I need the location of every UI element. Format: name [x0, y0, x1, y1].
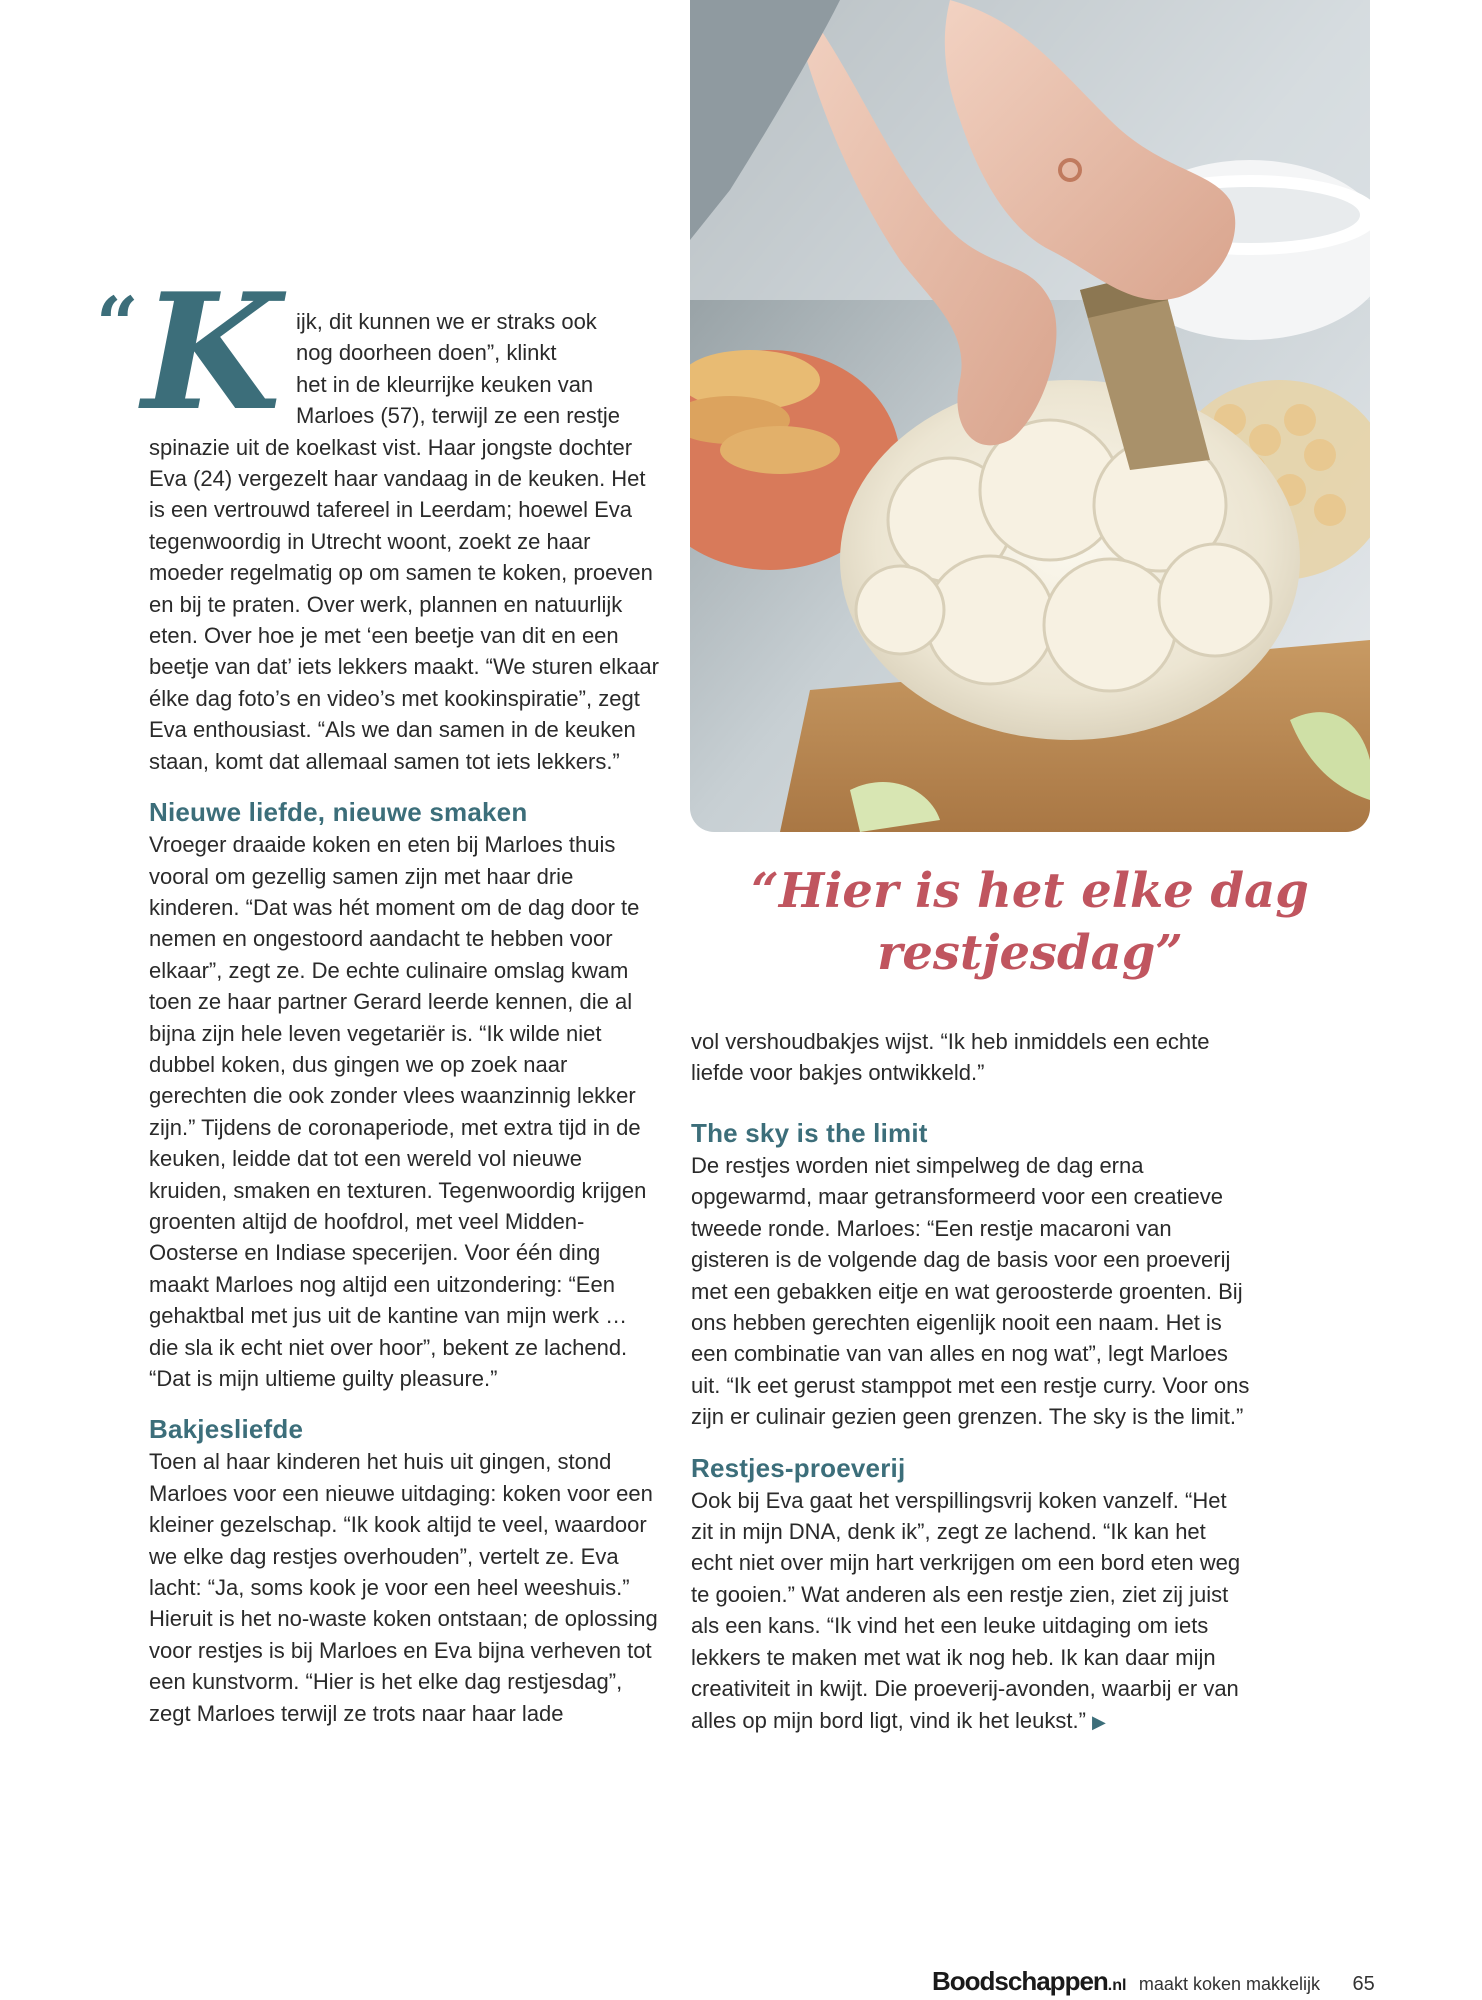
article-column-right [691, 1116, 1251, 1738]
dropcap-letter: K [142, 258, 282, 446]
pull-quote [690, 860, 1370, 984]
section-body-restjes-proeverij [691, 1485, 1251, 1738]
article-continuation [691, 1026, 1231, 1089]
cauliflower-photo [690, 0, 1370, 832]
intro-line: ijk, dit kunnen we er straks ook [296, 309, 597, 334]
dropcap-quote-mark: “ [96, 282, 139, 368]
pull-quote-line-2: restjesdag” [877, 925, 1183, 981]
intro-line: Marloes (57), terwijl ze een restje [296, 403, 621, 429]
section-heading-bakjesliefde: Bakjesliefde [149, 1414, 304, 1445]
intro-line: nog doorheen doen”, klinkt [296, 340, 557, 366]
section-body-text: Ook bij Eva gaat het verspillingsvrij koken vanzelf. “Het zit in mijn DNA, denk ik”, zegt ze lachend. “Ik kan het echt niet over mijn hart verkrijgen om een bord eten weg te gooien.” Wat anderen als een restje zien, ziet zij juist als een kans. “Ik vind het een leuke uitdaging om iets lekkers te maken met wat ik nog heb. Ik kan daar mijn creativiteit in kwijt. Die proeverij-avonden, waarbij er van alles op mijn bord ligt, vind ik het leukst.” [691, 1487, 1241, 1733]
intro-paragraph: spinazie uit de koelkast vist. Haar jongste dochter Eva (24) vergezelt haar vandaag in de keuken. Het is een vertrouwd tafereel in Leerdam; hoewel Eva tegenwoordig in Utrecht woont, zoekt ze haar moeder regelmatig op om samen te koken, proeven en bij te praten. Over werk, plannen en natuurlijk eten. Over hoe je met ‘een beetje van dit en een beetje van dat’ iets lekkers maakt. “We sturen elkaar élke dag foto’s en video’s met kookinspiratie”, zegt Eva enthousiast. “Als we dan samen in de keuken staan, komt dat allemaal samen tot iets lekkers.” [149, 434, 659, 774]
page-number: 65 [1352, 1973, 1375, 1995]
footer-tagline: maakt koken makkelijk [1138, 1974, 1320, 1994]
brand-logo: Boodschappen [932, 1966, 1108, 1996]
article-column-left [149, 306, 659, 1729]
continuation-paragraph: vol vershoudbakjes wijst. “Ik heb inmiddels een echte liefde voor bakjes ontwikkeld.” [691, 1029, 1210, 1086]
section-heading-restjes-proeverij: Restjes-proeverij [691, 1452, 906, 1483]
section-heading-sky-is-the-limit: The sky is the limit [691, 1118, 928, 1148]
section-body-nieuwe-liefde: Vroeger draaide koken en eten bij Marloes thuis vooral om gezellig samen zijn met haar drie kinderen. “Dat was hét moment om de dag door te nemen en ongestoord aandacht te hebben voor elkaar”, zegt ze. De echte culinaire omslag kwam toen ze haar partner Gerard leerde kennen, die al bijna zijn hele leven vegetariër is. “Ik wilde niet dubbel koken, dus gingen we op zoek naar gerechten die ook zonder vlees waanzinnig lekker zijn.” Tijdens de coronaperiode, met extra tijd in de keuken, leidde dat tot een wereld vol nieuwe kruiden, smaken en texturen. Tegenwoordig krijgen groenten altijd de hoofdrol, met veel Midden-Oosterse en Indiase specerijen. Voor één ding maakt Marloes nog altijd een uitzondering: “Een gehaktbal met jus uit de kantine van mijn werk … die sla ik echt niet over hoor”, bekent ze lachend. “Dat is mijn ultieme guilty pleasure.” [149, 832, 647, 1391]
section-body-bakjesliefde: Toen al haar kinderen het huis uit gingen, stond Marloes voor een nieuwe uitdaging: koken voor een kleiner gezelschap. “Ik kook altijd te veel, waardoor we elke dag restjes overhouden”, vertelt ze. Eva lacht: “Ja, soms kook je voor een heel weeshuis.” Hieruit is het no-waste koken ontstaan; de oplossing voor restjes is bij Marloes en Eva bijna verheven tot een kunstvorm. “Hier is het elke dag restjesdag”, zegt Marloes terwijl ze trots naar haar lade [149, 1449, 658, 1726]
intro-indented-lines [296, 306, 659, 432]
page-footer [932, 1966, 1375, 2000]
pull-quote-line-1: “Hier is het elke dag [751, 863, 1309, 919]
section-heading-nieuwe-liefde: Nieuwe liefde, nieuwe smaken [149, 797, 528, 828]
play-triangle-icon: ▶ [1091, 1711, 1106, 1732]
section-body-sky-is-the-limit: De restjes worden niet simpelweg de dag erna opgewarmd, maar getransformeerd voor een creatieve tweede ronde. Marloes: “Een restje macaroni van gisteren is de volgende dag de basis voor een proeverij met een gebakken eitje en wat geroosterde groenten. Bij ons hebben gerechten eigenlijk nooit een naam. Het is een combinatie van van alles en nog wat”, legt Marloes uit. “Ik eet gerust stamppot met een restje curry. Voor ons zijn er culinair gezien geen grenzen. The sky is the limit.” [691, 1153, 1250, 1430]
brand-logo-tld: .nl [1107, 1977, 1127, 1994]
intro-line: het in de kleurrijke keuken van [296, 371, 594, 397]
